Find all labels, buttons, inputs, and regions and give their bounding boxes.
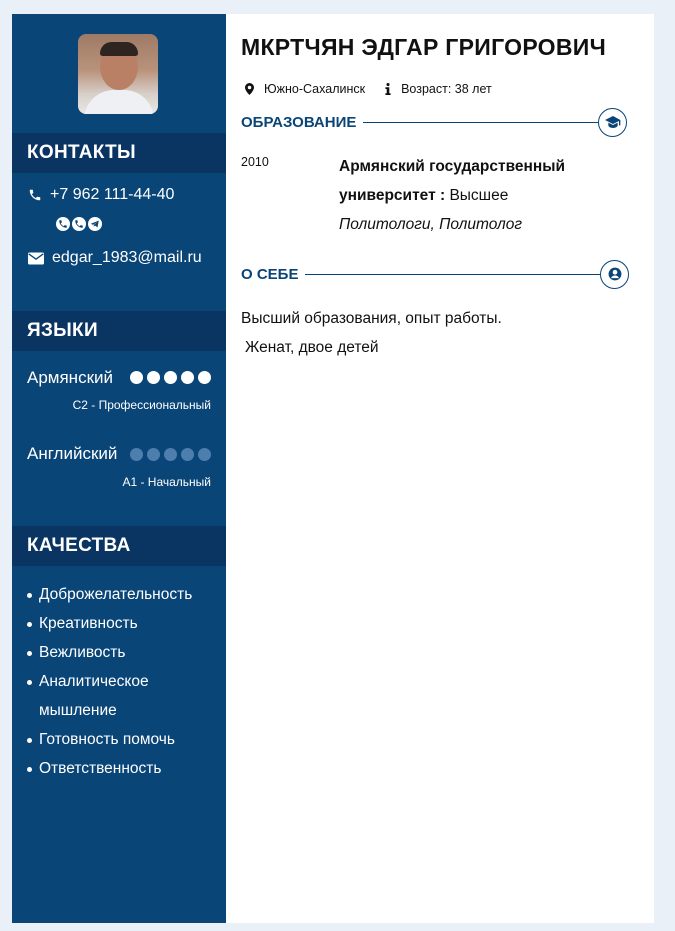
list-item: Аналитическое мышление [27,667,222,725]
profile-meta [245,82,492,96]
rating-dot [130,448,143,461]
language-level: C2 - Профессиональный [72,398,211,412]
institution: Армянский государственный университет [339,158,566,204]
language-level: A1 - Начальный [122,475,211,489]
viber-icon[interactable] [72,217,86,231]
rating-dot [147,371,160,384]
profile-photo [78,34,158,114]
languages-header: ЯЗЫКИ [12,311,226,351]
qualities-header: КАЧЕСТВА [12,526,226,566]
education-title: ОБРАЗОВАНИЕ [241,113,357,131]
phone-number: +7 962 111-44-40 [50,186,175,203]
email-address: edgar_1983@mail.ru [52,249,202,266]
map-pin-icon [245,83,254,95]
list-item: Доброжелательность [27,580,222,609]
envelope-icon [28,252,44,265]
phone-row[interactable] [28,186,174,204]
phone-icon [28,188,42,202]
age: Возраст: 38 лет [401,82,492,96]
full-name: МКРТЧЯН ЭДГАР ГРИГОРОВИЧ [241,34,607,60]
email-row[interactable] [28,249,202,267]
rating-dot [164,448,177,461]
list-item: Вежливость [27,638,222,667]
separator: : [435,187,446,204]
rating-dot [181,448,194,461]
divider [363,122,598,123]
education-year: 2010 [241,155,269,169]
rating-dot [130,371,143,384]
language-rating [130,371,211,384]
graduation-cap-icon [598,108,627,137]
sidebar [12,14,226,923]
rating-dot [164,371,177,384]
user-circle-icon [600,260,629,289]
messenger-icons [56,217,102,231]
about-line: Женат, двое детей [245,339,379,356]
whatsapp-icon[interactable] [56,217,70,231]
divider [305,274,600,275]
about-line: Высший образования, опыт работы. [241,310,502,327]
about-header [241,264,629,284]
language-rating [130,448,211,461]
rating-dot [181,371,194,384]
contacts-header: КОНТАКТЫ [12,133,226,173]
education-details [339,152,639,239]
specialty: Политологи, Политолог [339,216,523,233]
rating-dot [198,371,211,384]
language-name: Армянский [27,368,114,387]
resume-page [12,14,654,923]
telegram-icon[interactable] [88,217,102,231]
language-name: Английский [27,444,118,463]
list-item: Креативность [27,609,222,638]
info-icon [385,83,391,95]
list-item: Готовность помочь [27,725,222,754]
degree: Высшее [445,187,509,204]
rating-dot [147,448,160,461]
about-text [241,304,502,362]
about-title: О СЕБЕ [241,265,299,283]
rating-dot [198,448,211,461]
qualities-list [27,580,222,783]
list-item: Ответственность [27,754,222,783]
city: Южно-Сахалинск [264,82,366,96]
education-header [241,112,627,132]
